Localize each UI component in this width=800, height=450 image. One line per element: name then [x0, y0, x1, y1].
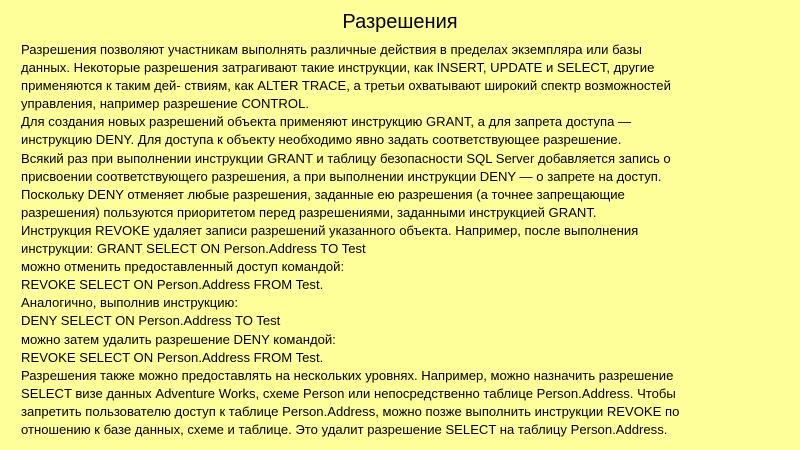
body-line: SELECT визе данных Adventure Works, схеме Person или непосредственно таблице Person.Address. Чтобы: [21, 385, 676, 401]
body-line: Аналогично, выполнив инструкцию:: [21, 295, 239, 311]
body-line: запретить пользователю доступ к таблице Person.Address, можно позже выполнить инструкции REVOKE по: [21, 403, 680, 419]
body-line: Для создания новых разрешений объекта применяют инструкцию GRANT, а для запрета доступа —: [21, 114, 632, 130]
body-line: применяются к таким дей- ствиям, как ALTER TRACE, а третьи охватывают широкий спектр возможностей: [21, 78, 671, 94]
slide-body: [21, 41, 786, 439]
body-line: Разрешения также можно предоставлять на нескольких уровнях. Например, можно назначить разрешение: [21, 367, 674, 383]
slide-title: Разрешения: [342, 11, 458, 33]
body-line: инструкцию DENY. Для доступа к объекту необходимо явно задать соответствующее разрешение.: [21, 132, 622, 148]
body-line: присвоении соответствующего разрешения, а при выполнении инструкции DENY — о запрете на доступ.: [21, 168, 662, 184]
body-line: Поскольку DENY отменяет любые разрешения, заданные ею разрешения (а точнее запрещающие: [21, 186, 625, 202]
body-line: Инструкция REVOKE удаляет записи разрешений указанного объекта. Например, после выполнения: [21, 222, 639, 238]
body-line: можно отменить предоставленный доступ командой:: [21, 259, 345, 275]
body-line: Разрешения позволяют участникам выполнять различные действия в пределах экземпляра или базы: [21, 42, 642, 57]
body-line: управления, например разрешение CONTROL.: [21, 96, 309, 112]
body-line: отношению к базе данных, схеме и таблице. Это удалит разрешение SELECT на таблицу Person.Address.: [21, 421, 668, 437]
body-line: REVOKE SELECT ON Person.Address FROM Test.: [21, 277, 324, 293]
body-line: инструкции: GRANT SELECT ON Person.Address TO Test: [21, 241, 366, 257]
body-line: данных. Некоторые разрешения затрагивают такие инструкции, как INSERT, UPDATE и SELECT, другие: [21, 60, 655, 76]
body-line: Всякий раз при выполнении инструкции GRANT и таблицу безопасности SQL Server добавляется запись о: [21, 150, 671, 166]
body-line: DENY SELECT ON Person.Address TO Test: [21, 313, 281, 329]
body-line: можно затем удалить разрешение DENY командой:: [21, 331, 336, 347]
body-line: REVOKE SELECT ON Person.Address FROM Test.: [21, 349, 324, 365]
body-line: разрешения) пользуются приоритетом перед разрешениями, заданными инструкцией GRANT.: [21, 204, 597, 220]
